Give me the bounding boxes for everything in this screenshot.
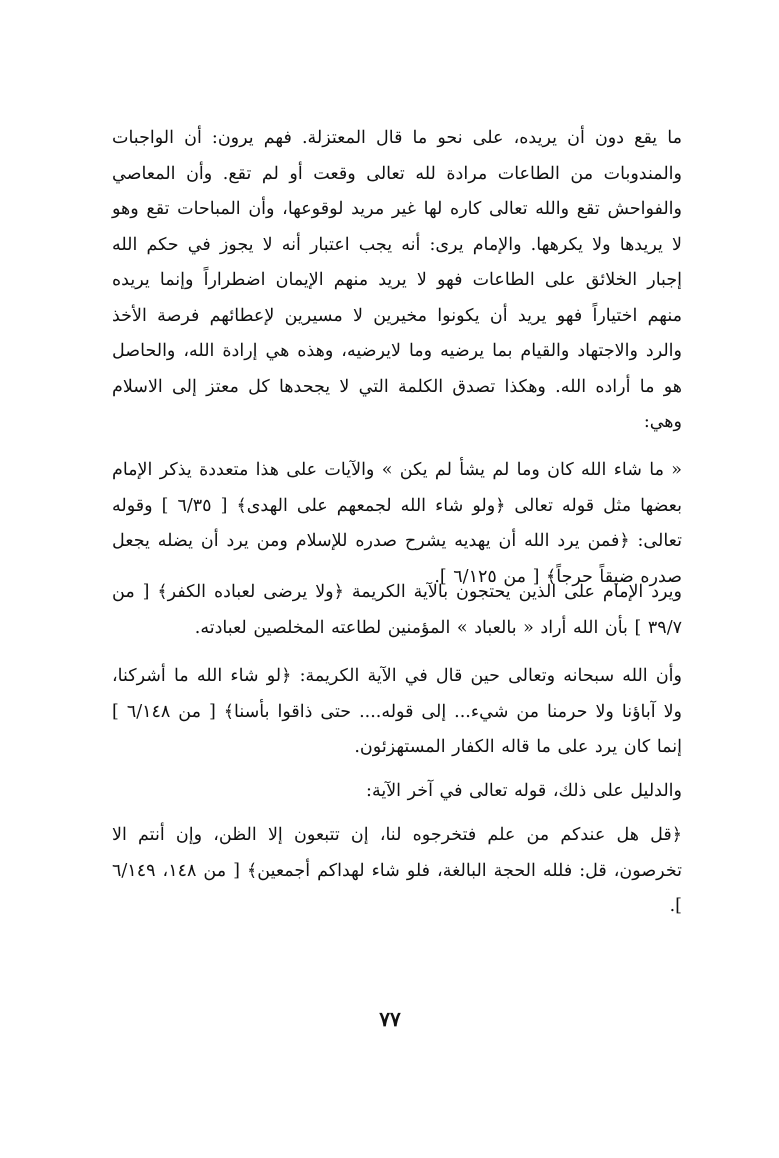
paragraph-text: وأن الله سبحانه وتعالى حين قال في الآية الكريمة: ﴿لو شاء الله ما أشركنا، ولا آباؤنا ولا حرمنا من شيء... إلى قوله.... حتى ذاقوا بأسنا﴾ [ من ٦/١٤٨ ] إنما كان يرد على ما قاله الكفار المستهزئون. <box>112 666 683 757</box>
paragraph-divine-will-verses <box>112 453 682 595</box>
paragraph-imam-reply <box>112 575 682 646</box>
paragraph-polytheists-verse <box>112 659 682 766</box>
paragraph-text: « ما شاء الله كان وما لم يشأ لم يكن » والآيات على هذا متعددة يذكر الإمام بعضها مثل قوله تعالى ﴿ولو شاء الله لجمعهم على الهدى﴾ [ ٦/٣٥ ] وقوله تعالى: ﴿فمن يرد الله أن يهديه يشرح صدره للإسلام ومن يرد أن يضله يجعل صدره ضيقاً حرجاً﴾ [ من ٦/١٢٥ ]. <box>112 460 682 587</box>
paragraph-text: والدليل على ذلك، قوله تعالى في آخر الآية: <box>366 781 682 801</box>
paragraph-evidence-intro <box>112 774 682 810</box>
paragraph-text: ﴿قل هل عندكم من علم فتخرجوه لنا، إن تتبعون إلا الظن، وإن أنتم الا تخرصون، قل: فلله الحجة البالغة، فلو شاء لهداكم أجمعين﴾ [ من ١٤٨، ٦/١٤٩ ]. <box>112 825 682 916</box>
paragraph-mutazila-view <box>112 121 682 441</box>
paragraph-text: ويرد الإمام على الذين يحتجون بالآية الكريمة ﴿ولا يرضى لعباده الكفر﴾ [ من ٣٩/٧ ] بأن الله أراد « بالعباد » المؤمنين لطاعته المخلصين لعبادته. <box>112 582 682 638</box>
paragraph-text: ما يقع دون أن يريده، على نحو ما قال المعتزلة. فهم يرون: أن الواجبات والمندوبات من الطاعات مرادة لله تعالى وقعت أو لم تقع. وأن المعاصي والفواحش تقع والله تعالى كاره لها غير مريد لوقوعها، وأن المباحات تقع وهو لا يريدها ولا يكرهها. والإمام يرى: أنه يجب اعتبار أنه لا يجوز في حكم الله إجبار الخلائق على الطاعات فهو لا يريد منهم الإيمان اضطراراً وإنما يريده منهم اختياراً فهو يريد أن يكونوا مخيرين لا مسيرين لإعطائهم فرصة الأخذ والرد والاجتهاد والقيام بما يرضيه وما لايرضيه، وهذه هي إرادة الله، والحاصل هو ما أراده الله. وهكذا تصدق الكلمة التي لا يجحدها كل معتز إلى الاسلام وهي: <box>112 128 682 432</box>
paragraph-closing-verse <box>112 818 682 925</box>
page-number: ٧٧ <box>379 1007 401 1031</box>
